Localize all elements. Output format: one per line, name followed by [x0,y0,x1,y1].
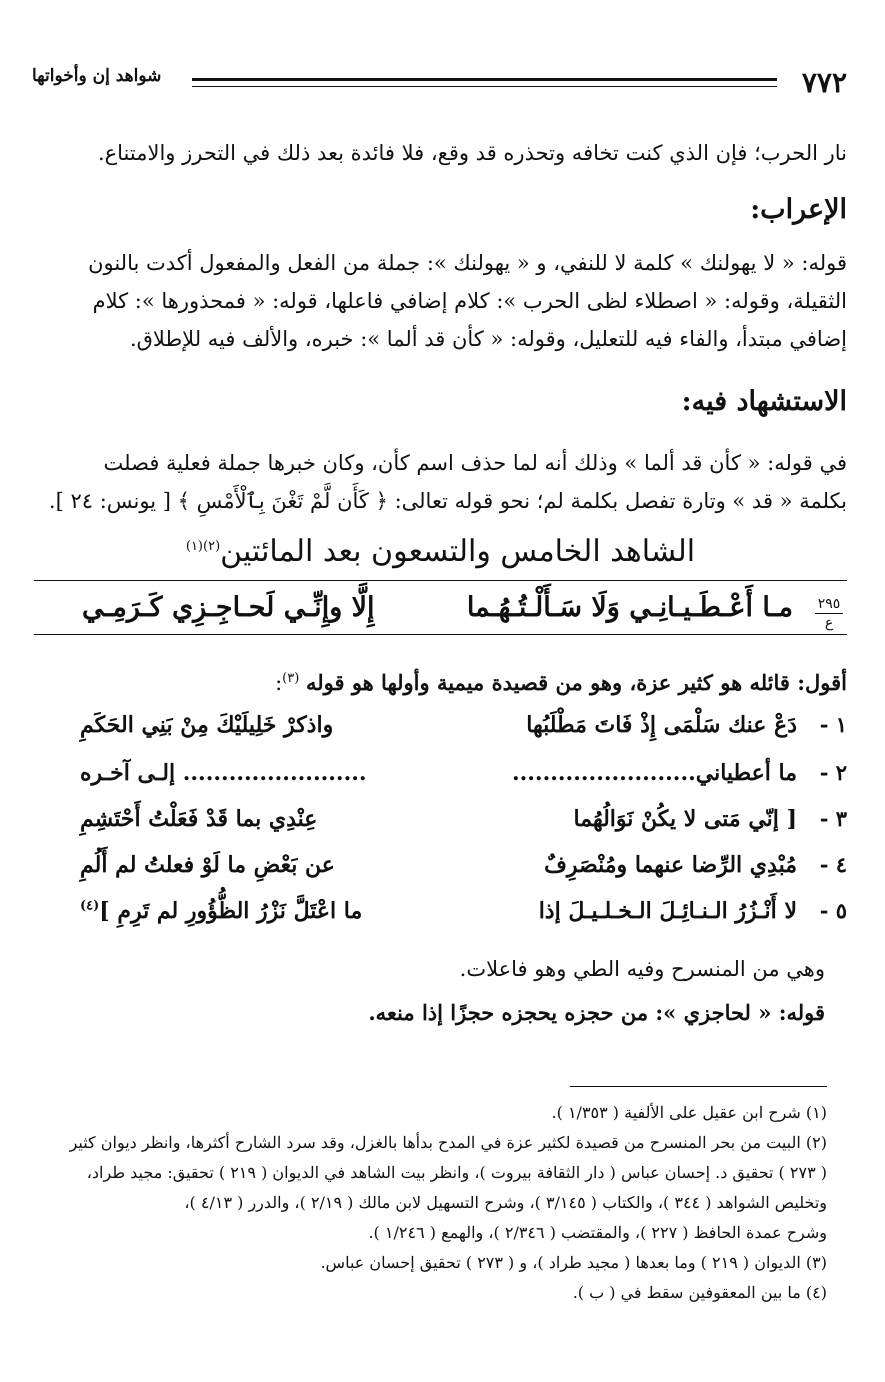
i3rab-line-1: قوله: « لا يهولنك » كلمة لا للنفي، و « يهولنك »: جملة من الفعل والمفعول أكدت بالنون [88,251,847,275]
poem-line-number: ١ - [819,712,847,737]
poem-sadr: دَعْ عنك سَلْمَى إِذْ فَاتَ مَطْلَبُها [526,712,797,738]
footnote: (١) شرح ابن عقيل على الألفية ( ١/٣٥٣ ). [551,1103,827,1122]
poem-line [70,852,847,892]
page-number: ٧٧٢ [801,66,847,99]
footnote: ( ٢٧٣ ) تحقيق د. إحسان عباس ( دار الثقافة بيروت )، وانظر بيت الشاهد في الديوان ( ٢١٩ ) تحقيق: مجيد طراد، [86,1163,827,1182]
footnote: (٣) الديوان ( ٢١٩ ) وما بعدها ( مجيد طراد )، و ( ٢٧٣ ) تحقيق إحسان عباس. [320,1253,827,1272]
aqul-text: أقول: قائله هو كثير عزة، وهو من قصيدة ميمية وأولها هو قوله [305,670,847,695]
poem-sadr: لا أَنْـزُرُ الـنـائِـلَ الـخـلـيـلَ إذا [538,898,797,924]
footnotes [30,1098,827,1308]
poem-ajz: عِنْدِي بما قَدْ فَعَلْتُ أَحْتَشِمِ [80,806,318,832]
witness-title-note: (٢)(١) [185,539,221,554]
i3rab-heading [34,194,847,225]
poem-line-number: ٢ - [819,760,847,785]
poem-sadr: ما أعطياني........................ [511,760,797,786]
poem-line [70,712,847,752]
poem-ajz: عن بَعْضِ ما لَوْ فعلتُ لم أَلُمِ [80,852,335,878]
intro-text: نار الحرب؛ فإن الذي كنت تخافه وتحذره قد وقع، فلا فائدة بعد ذلك في التحرز والامتناع. [97,141,847,165]
footnote: (٢) البيت من بحر المنسرح من قصيدة لكثير عزة في المدح بدأها بالغزل، وقد سرد الشارح أكثرها، وانظر ديوان كثير [69,1133,827,1152]
poem-note: (٤) [80,898,100,914]
verse-letter: ع [824,615,834,631]
verse-sadr: مـا أَعْـطَـيـانِـي وَلَا سَـأَلْـتُـهُـما [466,592,793,623]
verse-number: ٢٩٥ [817,596,841,612]
verse-rule-bottom [34,634,847,635]
poem-line [70,760,847,800]
istishhad-paragraph [34,444,847,520]
footnote: وشرح عمدة الحافظ ( ٢٢٧ )، والمقتضب ( ٢/٣٤٦ )، والهمع ( ١/٢٤٦ ). [368,1223,827,1242]
footnote: وتخليص الشواهد ( ٣٤٤ )، والكتاب ( ٣/١٤٥ )، وشرح التسهيل لابن مالك ( ٢/١٩ )، والدرر ( ٤/١٣ )، [184,1193,827,1212]
footnote-rule [570,1086,827,1087]
poem-ajz: واذكرْ خَلِيلَيْكَ مِنْ بَنِي الحَكَمِ [80,712,334,738]
istishhad-line-2: بكلمة « قد » وتارة تفصل بكلمة لم؛ نحو قوله تعالى: ﴿ كَأَن لَّمْ تَغْنَ بِٱلْأَمْسِ ﴾ [ يونس: ٢٤ ]. [48,489,847,513]
verse-number-divider [815,613,843,614]
i3rab-heading-text: الإعراب: [750,194,847,225]
aqul-line: أقول: قائله هو كثير عزة، وهو من قصيدة ميمية وأولها هو قوله $^{(٣)}$: [275,670,847,695]
intro-paragraph [34,134,847,172]
header-rule [192,78,777,87]
poem-sadr: [ إنّي مَتى لا يكُنْ نَوَالُهُما [573,806,797,832]
after-poem [34,950,825,1032]
poem-line-number: ٣ - [819,806,847,831]
lexical-line: قوله: « لحاجزي »: من حجزه يحجزه حجزًا إذا منعه. [368,1000,825,1025]
meter-line: وهي من المنسرح وفيه الطي وهو فاعلات. [459,957,825,981]
poem-ajz-text: ما اعْتَلَّ نَزْرُ الظُّؤُورِ لم تَرِمِ ] [99,898,363,924]
witness-title [34,534,847,569]
poem-ajz [80,898,362,924]
verse-ajz: إِلَّا وإِنِّـي لَحـاجِـزِي كَـرَمِـي [82,592,375,623]
running-header [32,62,847,102]
i3rab-line-2: الثقيلة، وقوله: « اصطلاء لظى الحرب »: كلام إضافي فاعلها، قوله: « فمحذورها »: كلام [92,289,847,313]
poem-ajz: ........................ إلـى آخـره [80,760,367,786]
footnote: (٤) ما بين المعقوفين سقط في ( ب ). [572,1283,827,1302]
istishhad-heading [34,386,847,417]
aqul-note: (٣) [282,671,300,686]
i3rab-line-3: إضافي مبتدأ، والفاء فيه للتعليل، وقوله: « كأن قد ألما »: خبره، والألف فيه للإطلاق. [129,327,847,351]
verse-number-box [811,596,847,631]
running-title: شواهد إن وأخواتها [32,66,162,86]
poem-line-number: ٤ - [819,852,847,877]
poem-line [70,898,847,938]
witness-title-text: الشاهد الخامس والتسعون بعد المائتين [220,534,696,569]
poem-sadr: مُبْدِي الرِّضا عنهما ومُنْصَرِفٌ [544,852,797,878]
istishhad-heading-text: الاستشهاد فيه: [681,386,847,417]
istishhad-line-1: في قوله: « كأن قد ألما » وذلك أنه لما حذف اسم كأن، وكان خبرها جملة فعلية فصلت [103,451,847,475]
i3rab-paragraph [34,244,847,358]
poem-line-number: ٥ - [819,898,847,923]
poem-line [70,806,847,846]
verse-rule-top [34,580,847,581]
